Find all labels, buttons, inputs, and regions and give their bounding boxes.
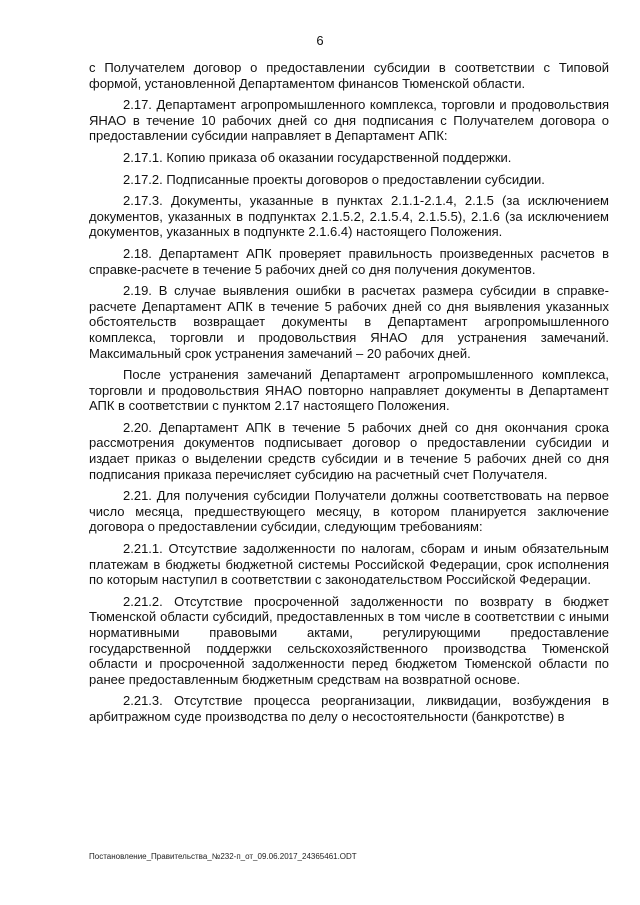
paragraph-2-19: 2.19. В случае выявления ошибки в расчетах размера субсидии в справке-расчете Департамент АПК в течение 5 рабочих дней со дня выявления указанных обстоятельств возвращает документы в Департамент агропромышленного комплекса, торговли и продовольствия ЯНАО для устранения замечаний. Максимальный срок устранения замечаний – 20 рабочих дней. [89,283,609,361]
paragraph-2-21: 2.21. Для получения субсидии Получатели должны соответствовать на первое число месяца, предшествующего месяцу, в котором планируется заключение договора о предоставлении субсидии, следующим требованиям: [89,488,609,535]
paragraph-2-17-1: 2.17.1. Копию приказа об оказании государственной поддержки. [123,149,512,165]
paragraph-2-19-after: После устранения замечаний Департамент агропромышленного комплекса, торговли и продовольствия ЯНАО повторно направляет документы в Департамент АПК в соответствии с пунктом 2.17 настоящего Положения. [89,367,609,414]
paragraph-2-17: 2.17. Департамент агропромышленного комплекса, торговли и продовольствия ЯНАО в течение 10 рабочих дней со дня подписания с Получателем договора о предоставлении субсидии направляет в Департамент АПК: [89,97,609,144]
document-footer: Постановление_Правительства_№232-п_от_09.06.2017_24365461.ODT [89,852,357,861]
paragraph-continuation: с Получателем договор о предоставлении субсидии в соответствии с Типовой формой, установленной Департаментом финансов Тюменской области. [89,60,609,91]
paragraph-2-21-1: 2.21.1. Отсутствие задолженности по налогам, сборам и иным обязательным платежам в бюджеты бюджетной системы Российской Федерации, срок исполнения по которым наступил в соответствии с законодательством Российской Федерации. [89,541,609,588]
page-number: 6 [316,33,324,48]
paragraph-2-21-3: 2.21.3. Отсутствие процесса реорганизации, ликвидации, возбуждения в арбитражном суде производства по делу о несостоятельности (банкротстве) в [89,693,609,724]
paragraph-2-17-2: 2.17.2. Подписанные проекты договоров о предоставлении субсидии. [123,171,545,187]
paragraph-2-18: 2.18. Департамент АПК проверяет правильность произведенных расчетов в справке-расчете в течение 5 рабочих дней со дня получения документов. [89,245,609,277]
paragraph-2-17-3: 2.17.3. Документы, указанные в пунктах 2.1.1-2.1.4, 2.1.5 (за исключением документов, указанных в подпунктах 2.1.5.2, 2.1.5.4, 2.1.5.5), 2.1.6 (за исключением документов, указанных в подпункте 2.1.6.4) настоящего Положения. [89,193,609,240]
paragraph-2-21-2: 2.21.2. Отсутствие просроченной задолженности по возврату в бюджет Тюменской области субсидий, предоставленных в том числе в соответствии с иными нормативными правовыми актами, регулирующими предоставление государственной поддержки сельскохозяйственного производства Тюменской области и просроченной задолженности перед бюджетом Тюменской области по ранее предоставленным бюджетным средствам на возвратной основе. [89,593,609,687]
paragraph-2-20: 2.20. Департамент АПК в течение 5 рабочих дней со дня окончания срока рассмотрения документов подписывает договор о предоставлении субсидии и издает приказ о выделении средств субсидии и в течение 5 рабочих дней со дня подписания приказа перечисляет субсидию на расчетный счет Получателя. [89,419,609,482]
document-body [89,60,609,731]
